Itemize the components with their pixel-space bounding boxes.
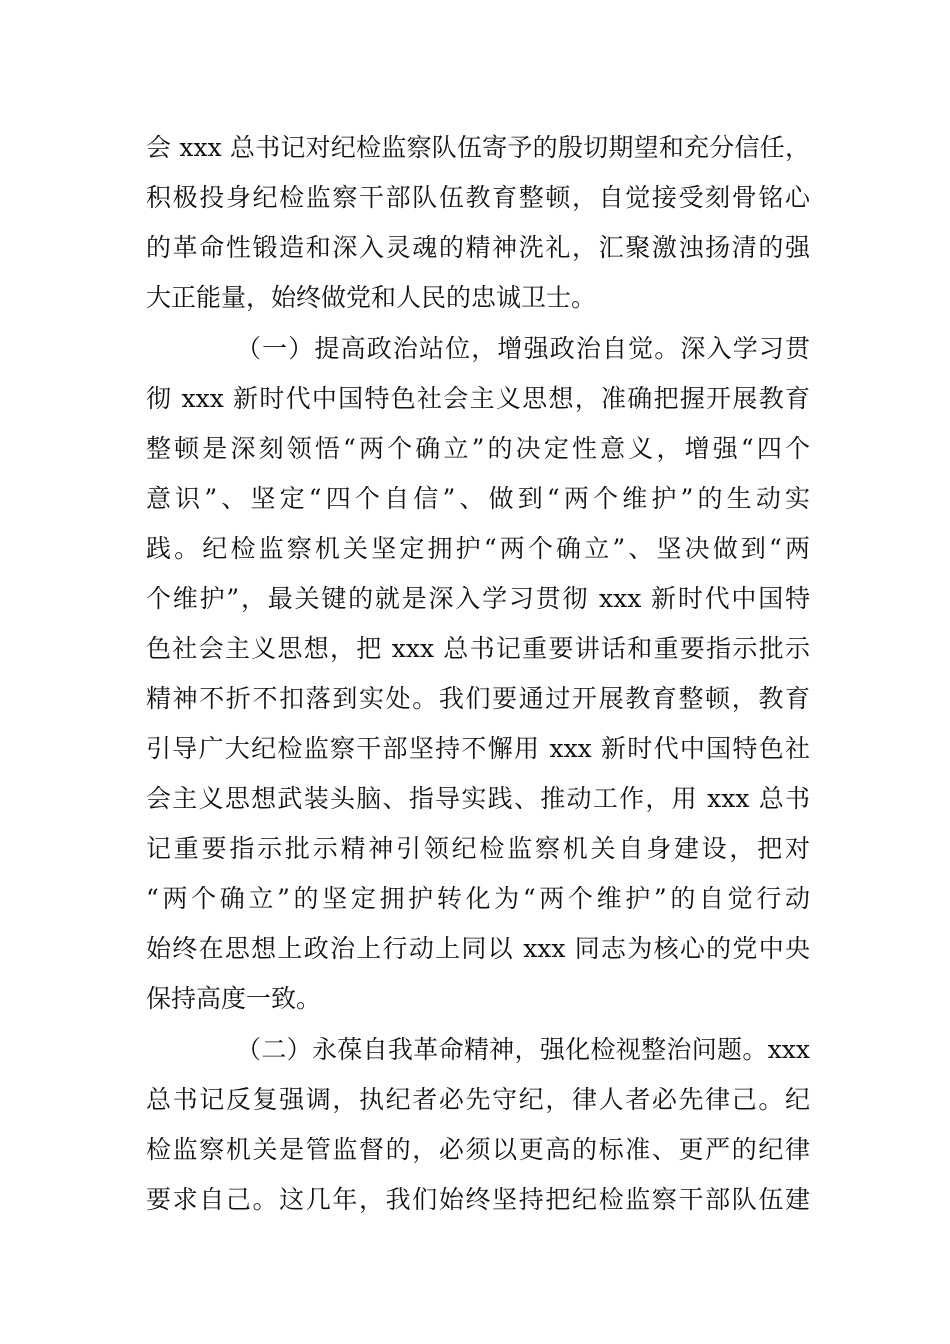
text-line: 积极投身纪检监察干部队伍教育整顿，自觉接受刻骨铭心 xyxy=(146,183,810,212)
text-line: 色社会主义思想，把 xxx 总书记重要讲话和重要指示批示 xyxy=(146,634,810,663)
text-line: 践。纪检监察机关坚定拥护“两个确立”、坚决做到“两 xyxy=(146,534,810,563)
section-heading-2: （二）永葆自我革命精神，强化检视整治问题。xxx xyxy=(236,1035,810,1064)
text-line: 检监察机关是管监督的，必须以更高的标准、更严的纪律 xyxy=(146,1135,810,1164)
text-line: 始终在思想上政治上行动上同以 xxx 同志为核心的党中央 xyxy=(146,934,810,963)
text-line: 整顿是深刻领悟“两个确立”的决定性意义，增强“四个 xyxy=(146,434,810,463)
text-line: 的革命性锻造和深入灵魂的精神洗礼，汇聚激浊扬清的强 xyxy=(146,233,810,262)
text-line: 记重要指示批示精神引领纪检监察机关自身建设，把对 xyxy=(146,834,810,863)
text-line: 要求自己。这几年，我们始终坚持把纪检监察干部队伍建 xyxy=(146,1185,810,1214)
text-line: 意识”、坚定“四个自信”、做到“两个维护”的生动实 xyxy=(146,484,810,513)
text-line: 彻 xxx 新时代中国特色社会主义思想，准确把握开展教育 xyxy=(146,384,810,413)
text-line: 总书记反复强调，执纪者必先守纪，律人者必先律己。纪 xyxy=(146,1085,810,1114)
text-line: 会主义思想武装头脑、指导实践、推动工作，用 xxx 总书 xyxy=(146,784,810,813)
text-line: 大正能量，始终做党和人民的忠诚卫士。 xyxy=(146,283,597,312)
text-line: 会 xxx 总书记对纪检监察队伍寄予的殷切期望和充分信任， xyxy=(146,133,810,162)
text-line: 保持高度一致。 xyxy=(146,984,322,1013)
section-heading-1: （一）提高政治站位，增强政治自觉。深入学习贯 xyxy=(236,334,810,363)
text-line: 精神不折不扣落到实处。我们要通过开展教育整顿，教育 xyxy=(146,684,810,713)
text-line: “两个确立”的坚定拥护转化为“两个维护”的自觉行动 xyxy=(146,884,810,913)
text-line: 引导广大纪检监察干部坚持不懈用 xxx 新时代中国特色社 xyxy=(146,734,810,763)
text-line: 个维护”，最关键的就是深入学习贯彻 xxx 新时代中国特 xyxy=(146,584,810,613)
